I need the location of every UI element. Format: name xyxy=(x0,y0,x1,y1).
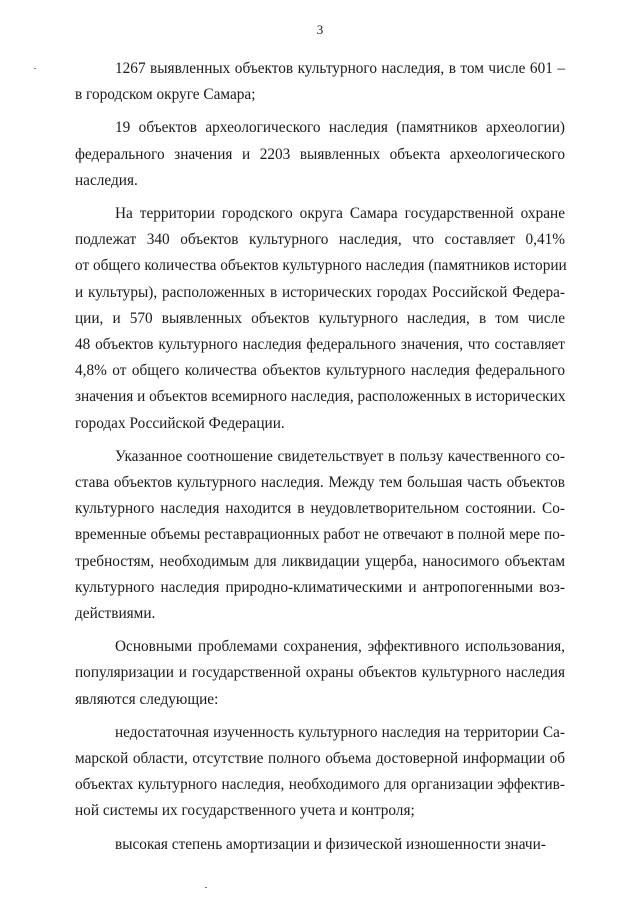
text-line: федерального значения и 2203 выявленных объекта археологического xyxy=(75,145,565,163)
paragraph-2 xyxy=(75,115,565,194)
text-line: става объектов культурного наследия. Между тем большая часть объектов xyxy=(75,474,565,492)
text-line: являются следующие: xyxy=(75,690,219,708)
page-number: 3 xyxy=(316,22,324,37)
text-line: значения и объектов всемирного наследия, расположенных в исторических xyxy=(75,388,566,406)
text-line: объектах культурного наследия, необходимого для организации эффектив- xyxy=(75,776,565,794)
text-line: культурного наследия находится в неудовлетворительном состоянии. Со- xyxy=(75,500,565,518)
text-line: популяризации и государственной охраны объектов культурного наследия xyxy=(75,664,565,682)
text-line: На территории городского округа Самара государственной охране xyxy=(115,205,565,223)
paragraph-4 xyxy=(75,444,565,627)
text-line: 19 объектов археологического наследия (памятников археологии) xyxy=(115,119,565,137)
text-line: Основными проблемами сохранения, эффективного использования, xyxy=(115,638,565,656)
text-line: ции, и 570 выявленных объектов культурного наследия, в том числе xyxy=(75,309,565,327)
text-line: действиями. xyxy=(75,605,156,623)
text-line: требностям, необходимым для ликвидации ущерба, наносимого объектам xyxy=(75,552,565,570)
text-line: подлежат 340 объектов культурного наследия, что составляет 0,41% xyxy=(75,231,565,249)
text-line: наследия. xyxy=(75,171,138,189)
paragraph-7 xyxy=(75,832,565,858)
text-line: 48 объектов культурного наследия федерального значения, что составляет xyxy=(75,336,565,354)
scan-speck xyxy=(34,68,36,69)
text-line: 4,8% от общего количества объектов культурного наследия федерального xyxy=(75,362,565,380)
paragraph-1 xyxy=(75,56,565,108)
text-line: марской области, отсутствие полного объема достоверной информации об xyxy=(75,750,565,768)
paragraph-5 xyxy=(75,634,565,713)
paragraph-3 xyxy=(75,201,565,437)
text-line: временные объемы реставрационных работ не отвечают в полной мере по- xyxy=(75,526,565,544)
scan-speck xyxy=(205,887,207,888)
text-line: Указанное соотношение свидетельствует в пользу качественного со- xyxy=(115,447,565,465)
text-line: и культуры), расположенных в исторических городах Российской Федера- xyxy=(75,283,565,301)
paragraph-6 xyxy=(75,720,565,825)
text-line: городах Российской Федерации. xyxy=(75,414,285,432)
text-line: 1267 выявленных объектов культурного наследия, в том числе 601 – xyxy=(115,60,565,77)
text-line: в городском округе Самара; xyxy=(75,86,256,104)
text-line: культурного наследия природно-климатическими и антропогенными воз- xyxy=(75,578,565,596)
text-line: высокая степень амортизации и физической изношенности значи- xyxy=(115,835,546,853)
document-body xyxy=(75,56,565,865)
text-line: недостаточная изученность культурного наследия на территории Са- xyxy=(115,723,565,741)
text-line: ной системы их государственного учета и контроля; xyxy=(75,802,415,820)
text-line: от общего количества объектов культурного наследия (памятников истории xyxy=(75,257,567,275)
